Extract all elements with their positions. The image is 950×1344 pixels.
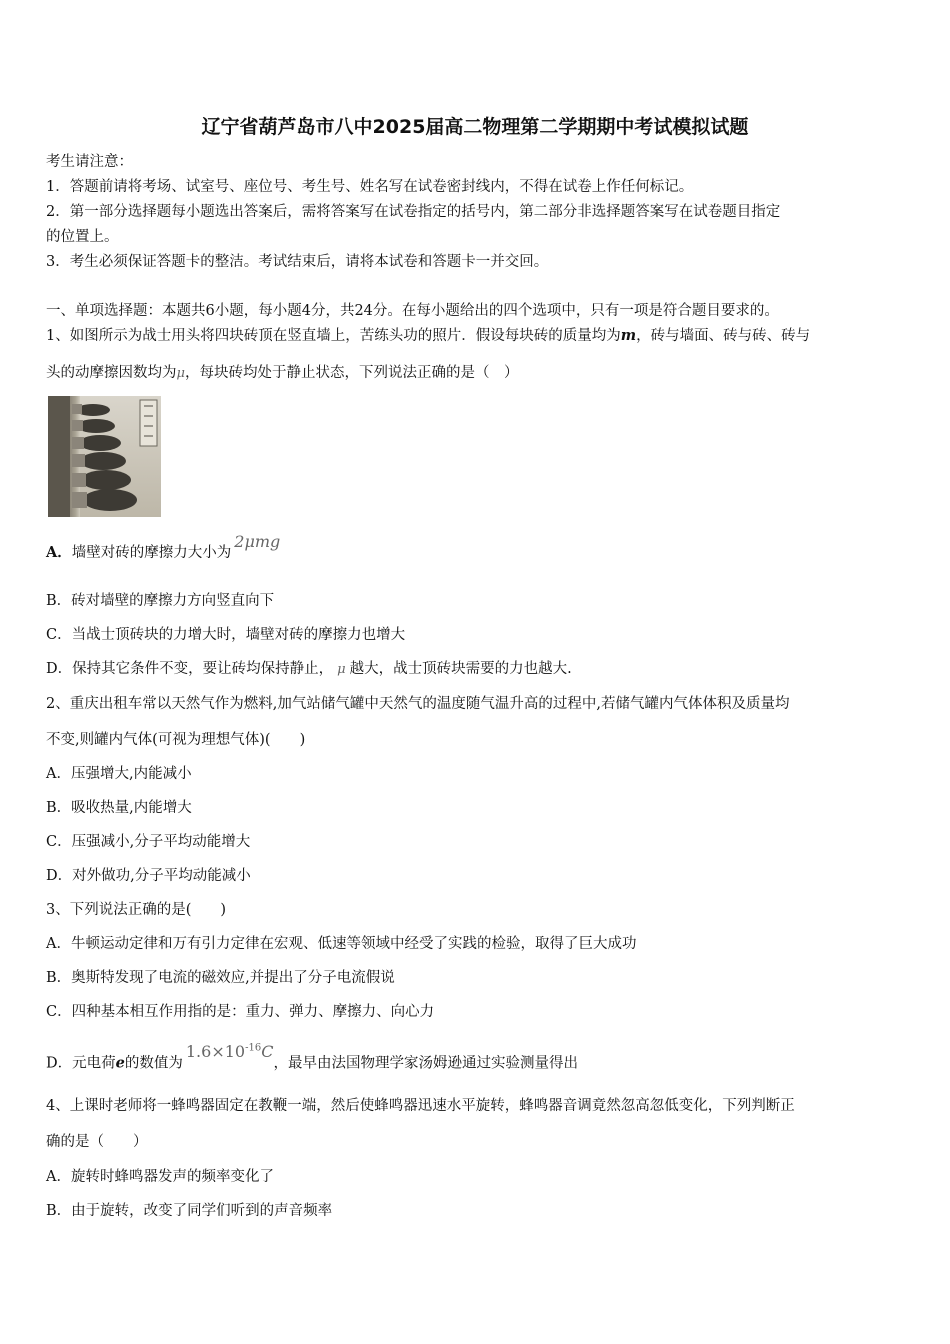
page-title: 辽宁省葫芦岛市八中2025届高二物理第二学期期中考试模拟试题 bbox=[201, 116, 749, 138]
q1-mu-symbol: μ bbox=[176, 366, 185, 381]
q3-formula-base: 1.6×10 bbox=[185, 1042, 246, 1062]
q3-option-d-e: e bbox=[115, 1054, 125, 1072]
q4-stem: 4、上课时老师将一蜂鸣器固定在教鞭一端，然后使蜂鸣器迅速水平旋转，蜂鸣器音调竟然忽高忽低变化，下列判断正 bbox=[46, 1098, 795, 1114]
q2-option-a: A．压强增大,内能减小 bbox=[46, 766, 192, 782]
q3-option-a: A．牛顿运动定律和万有引力定律在宏观、低速等领域中经受了实践的检验，取得了巨大成功 bbox=[46, 936, 637, 952]
section-heading: 一、单项选择题：本题共6小题，每小题4分，共24分。在每小题给出的四个选项中，只有一项是符合题目要求的。 bbox=[46, 303, 779, 319]
notice-item-3: 3．考生必须保证答题卡的整洁。考试结束后，请将本试卷和答题卡一并交回。 bbox=[46, 254, 549, 270]
q1-stem2-part-a: 头的动摩擦因数均为 bbox=[46, 365, 177, 381]
q3-option-d-part-a: D．元电荷 bbox=[46, 1055, 116, 1072]
q1-stem-part-a: 1、如图所示为战士用头将四块砖顶在竖直墙上，苦练头功的照片．假设每块砖的质量均为 bbox=[46, 328, 621, 344]
q1-option-c: C．当战士顶砖块的力增大时，墙壁对砖的摩擦力也增大 bbox=[46, 627, 406, 643]
q2-stem-line2: 不变,则罐内气体(可视为理想气体)( ) bbox=[46, 732, 306, 748]
notice-item-2-cont: 的位置上。 bbox=[46, 229, 119, 245]
q2-option-b: B．吸收热量,内能增大 bbox=[46, 800, 192, 816]
q1-option-b: B．砖对墙壁的摩擦力方向竖直向下 bbox=[46, 593, 275, 609]
q2-option-c: C．压强减小,分子平均动能增大 bbox=[46, 834, 251, 850]
q3-formula-unit: C bbox=[261, 1042, 274, 1062]
q1-option-d-part-b: 越大，战士顶砖块需要的力也越大. bbox=[349, 661, 572, 677]
q1-option-a-label: A． bbox=[46, 544, 72, 561]
q1-mass-symbol: m bbox=[620, 327, 637, 344]
q1-stem bbox=[46, 327, 810, 345]
q1-option-d-mu: μ bbox=[337, 662, 346, 677]
q3-stem: 3、下列说法正确的是( ) bbox=[46, 902, 227, 918]
q3-option-d bbox=[46, 1042, 578, 1072]
q1-option-a-formula: 2μmg bbox=[234, 532, 281, 551]
q1-option-a-text: 墙壁对砖的摩擦力大小为 bbox=[71, 545, 232, 561]
q1-option-d-part-a: D．保持其它条件不变，要让砖均保持静止， bbox=[46, 661, 334, 677]
notice-item-2: 2．第一部分选择题每小题选出答案后，需将答案写在试卷指定的括号内，第二部分非选择题答案写在试卷题目指定 bbox=[46, 204, 781, 220]
q1-option-a bbox=[46, 532, 281, 562]
soldier-bricks-photo bbox=[48, 396, 161, 517]
notice-heading: 考生请注意： bbox=[46, 154, 133, 170]
q3-option-d-formula bbox=[186, 1042, 274, 1061]
q4-stem-line2: 确的是（ ） bbox=[46, 1134, 148, 1150]
q2-option-d: D．对外做功,分子平均动能减小 bbox=[46, 868, 251, 884]
q3-option-c: C．四种基本相互作用指的是：重力、弹力、摩擦力、向心力 bbox=[46, 1004, 435, 1020]
q2-stem: 2、重庆出租车常以天然气作为燃料,加气站储气罐中天然气的温度随气温升高的过程中,若储气罐内气体体积及质量均 bbox=[46, 696, 790, 712]
notice-item-1: 1．答题前请将考场、试室号、座位号、考生号、姓名写在试卷密封线内，不得在试卷上作任何标记。 bbox=[46, 179, 694, 195]
q4-option-a: A．旋转时蜂鸣器发声的频率变化了 bbox=[46, 1169, 274, 1185]
q4-option-b: B．由于旋转，改变了同学们听到的声音频率 bbox=[46, 1203, 333, 1219]
q1-stem-line2 bbox=[46, 364, 518, 383]
q3-option-b: B．奥斯特发现了电流的磁效应,并提出了分子电流假说 bbox=[46, 970, 395, 986]
q3-formula-exponent: -16 bbox=[245, 1043, 262, 1054]
q3-option-d-part-b: 的数值为 bbox=[124, 1055, 183, 1072]
q1-option-d bbox=[46, 660, 572, 679]
q1-stem-part-b: ，砖与墙面、砖与砖、砖与 bbox=[636, 328, 811, 344]
q3-option-d-part-c: ，最早由法国物理学家汤姆逊通过实验测量得出 bbox=[273, 1055, 578, 1072]
q1-stem2-part-b: ，每块砖均处于静止状态，下列说法正确的是（ ） bbox=[184, 365, 519, 381]
